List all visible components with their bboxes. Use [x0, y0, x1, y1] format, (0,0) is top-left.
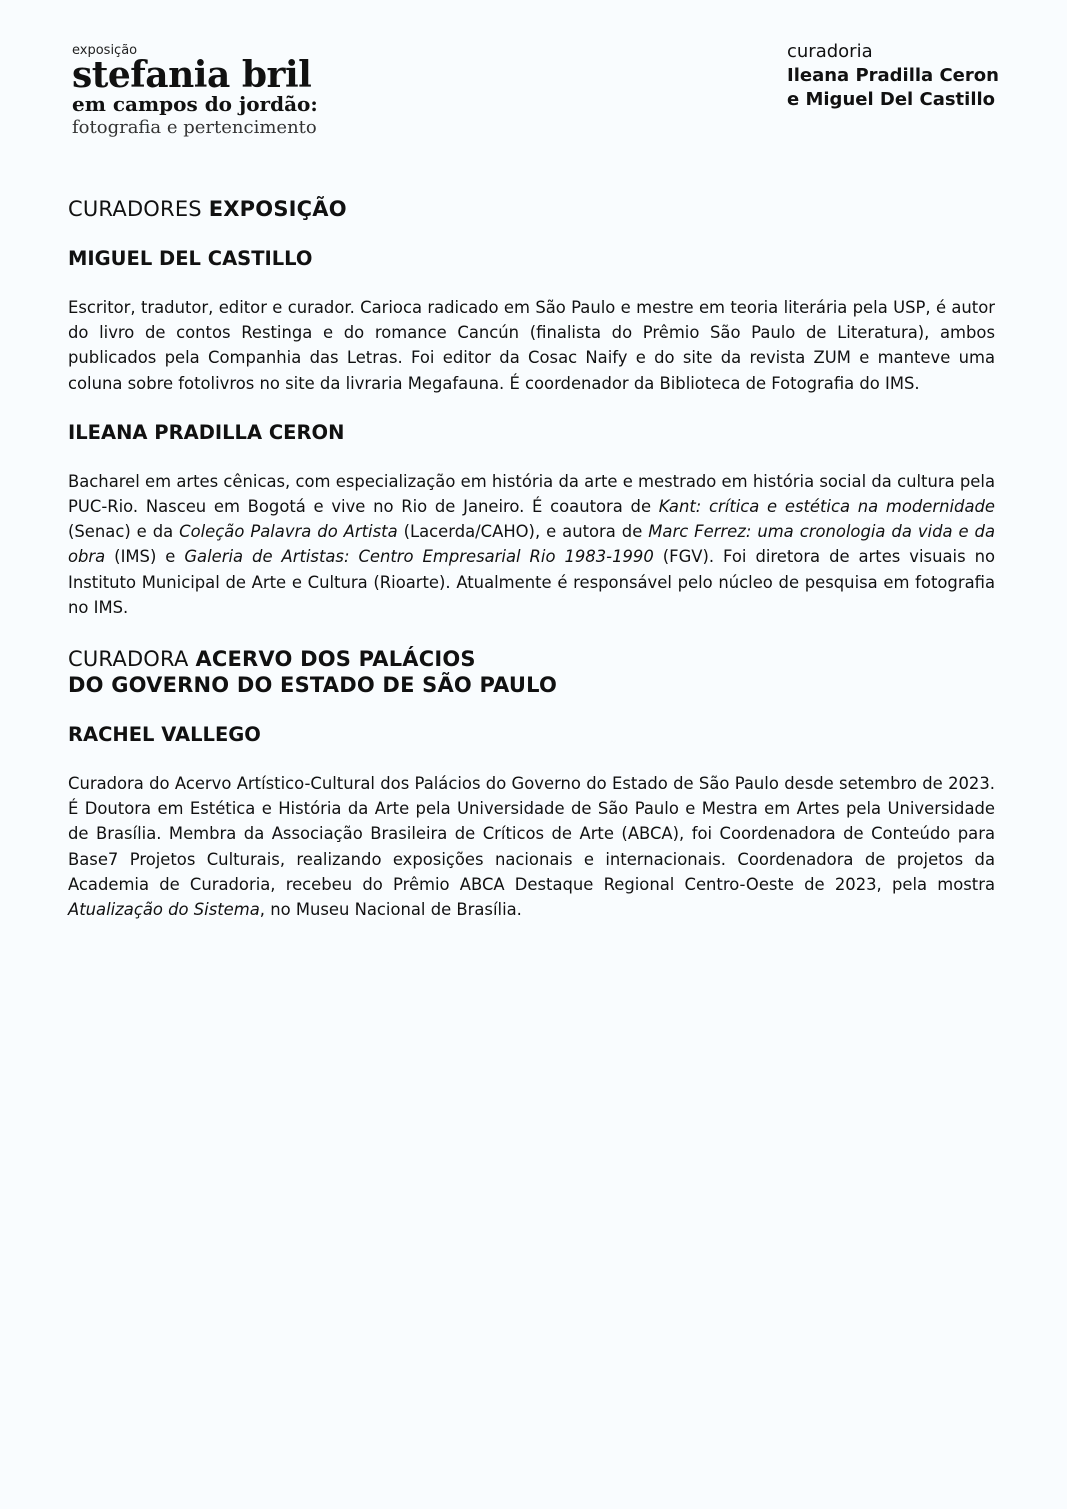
person-name-miguel: MIGUEL DEL CASTILLO	[68, 247, 313, 270]
person-name-ileana: ILEANA PRADILLA CERON	[68, 420, 345, 444]
bio-text: (Lacerda/CAHO), e autora de	[397, 522, 649, 542]
logo-pre-label: exposição	[72, 43, 138, 58]
book-title: Kant: crítica e estética na modernidade	[658, 497, 995, 517]
exhibition-title: Atualização do Sistema	[68, 900, 260, 920]
main-content	[68, 196, 995, 922]
logo-subtitle: em campos do jordão:	[72, 92, 318, 116]
logo-title: stefania bril	[72, 54, 312, 96]
section-title-bold: EXPOSIÇÃO	[208, 197, 347, 221]
bio-rachel	[68, 771, 995, 922]
bio-text: (IMS) e	[105, 547, 185, 567]
section-title-light: CURADORES	[68, 197, 202, 221]
section-title-acervo	[68, 646, 995, 698]
book-title: Marc Ferrez: uma cronologia da vida e da obra	[68, 522, 996, 567]
exhibition-logo	[72, 44, 318, 140]
book-title: Galeria de Artistas: Centro Empresarial Rio 1983-1990	[184, 547, 654, 567]
section-title-bold: DO GOVERNO DO ESTADO DE SÃO PAULO	[68, 673, 558, 698]
section-title-light: CURADORA	[68, 647, 189, 672]
bio-text: , no Museu Nacional de Brasília.	[259, 900, 522, 920]
bio-text: Bacharel em artes cênicas, com especialização em história da arte e mestrado em história social da cultura pela PUC-Rio. Nasceu em Bogotá e vive no Rio de Janeiro. É coautora de	[68, 471, 995, 517]
logo-tagline: fotografia e pertencimento	[72, 117, 317, 138]
bio-text: Curadora do Acervo Artístico-Cultural dos Palácios do Governo do Estado de São Paulo desde setembro de 2023. É Doutora em Estética e História da Arte pela Universidade de São Paulo e Mestra em Artes pela Universidade de Brasília. Membra da Associação Brasileira de Críticos de Arte (ABCA), foi Coordenadora de Conteúdo para Base7 Projetos Culturais, realizando exposições nacionais e internacionais. Coordenadora de projetos da Academia de Curadoria, recebeu do Prêmio ABCA Destaque Regional Centro-Oeste de 2023, pela mostra	[68, 774, 995, 894]
person-name-rachel: RACHEL VALLEGO	[68, 723, 261, 747]
curadoria-names-line2: e Miguel Del Castillo	[787, 89, 996, 110]
bio-ileana	[68, 469, 995, 620]
curatorship-credit	[787, 40, 999, 112]
bio-text: (Senac) e da	[68, 522, 180, 542]
bio-miguel: Escritor, tradutor, editor e curador. Carioca radicado em São Paulo e mestre em teoria literária pela USP, é autor do livro de contos Restinga e do romance Cancún (finalista do Prêmio São Paulo de Literatura), ambos publicados pela Companhia das Letras. Foi editor da Cosac Naify e do site da revista ZUM e manteve uma coluna sobre fotolivros no site da livraria Megafauna. É coordenador da Biblioteca de Fotografia do IMS.	[68, 298, 995, 393]
book-title: Coleção Palavra do Artista	[179, 522, 398, 542]
curadoria-label: curadoria	[787, 41, 873, 62]
curadoria-names-line1: Ileana Pradilla Ceron	[787, 65, 999, 86]
section-title-curadores	[68, 196, 995, 222]
section-title-bold: ACERVO DOS PALÁCIOS	[195, 647, 476, 672]
bio-text: (FGV). Foi diretora de artes visuais no Instituto Municipal de Arte e Cultura (Rioarte). Atualmente é responsável pelo núcleo de pesquisa em fotografia no IMS.	[68, 547, 996, 617]
